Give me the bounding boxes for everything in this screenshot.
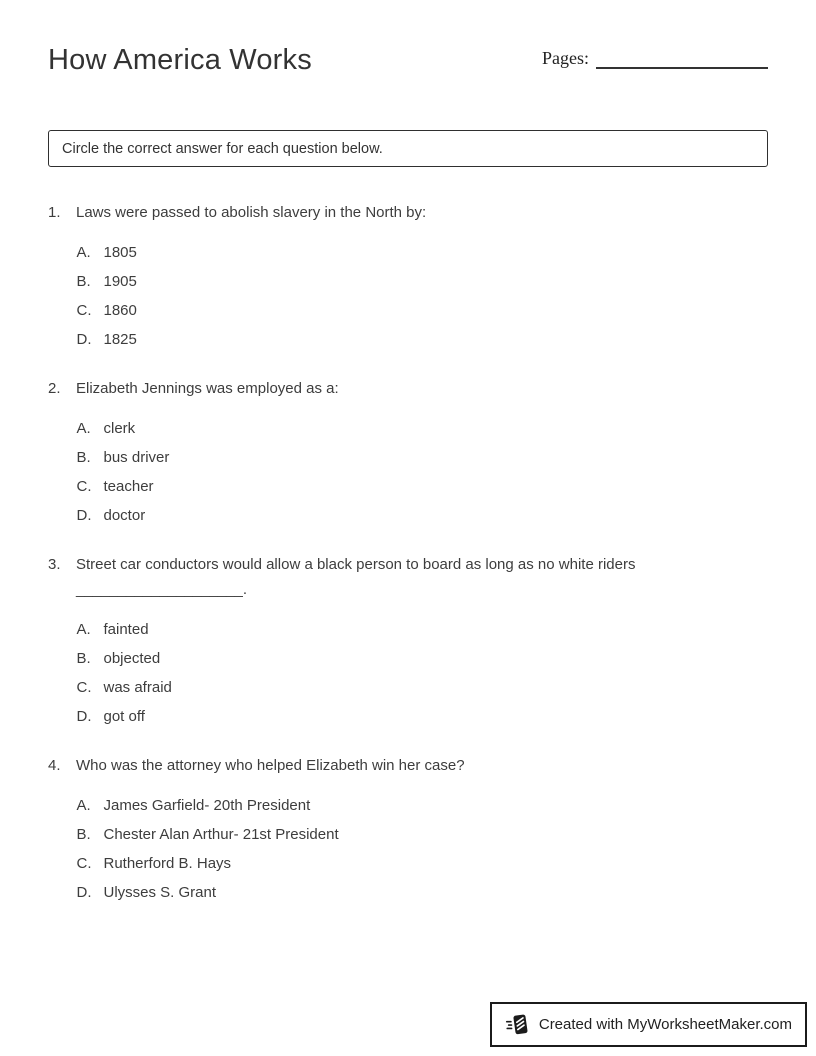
option-letter: A. bbox=[76, 420, 91, 437]
option-text: Chester Alan Arthur- 21st President bbox=[103, 826, 339, 843]
answer-option bbox=[77, 820, 769, 849]
instruction-box bbox=[48, 130, 768, 167]
option-letter: B. bbox=[76, 449, 91, 466]
answer-option bbox=[77, 267, 769, 296]
answer-option bbox=[77, 702, 769, 731]
option-text: 1905 bbox=[103, 273, 137, 290]
option-letter: C. bbox=[76, 679, 92, 696]
option-text: James Garfield- 20th President bbox=[103, 797, 311, 814]
badge-text: Created with MyWorksheetMaker.com bbox=[538, 1016, 792, 1033]
question-number: 4. bbox=[48, 757, 61, 774]
option-letter: A. bbox=[76, 797, 91, 814]
answer-option bbox=[77, 501, 769, 530]
option-letter: D. bbox=[76, 507, 92, 524]
question bbox=[48, 753, 768, 907]
question-text: Street car conductors would allow a black person to board as long as no white riders ____________________. bbox=[76, 556, 636, 598]
option-text: clerk bbox=[103, 420, 136, 437]
worksheet-maker-badge[interactable] bbox=[490, 1002, 807, 1047]
option-text: was afraid bbox=[103, 679, 172, 696]
answer-option bbox=[77, 615, 769, 644]
answer-option bbox=[77, 443, 769, 472]
question bbox=[48, 552, 768, 731]
options-list bbox=[77, 615, 769, 731]
option-letter: C. bbox=[76, 855, 92, 872]
option-text: 1805 bbox=[103, 244, 137, 261]
answer-option bbox=[77, 673, 769, 702]
option-text: 1825 bbox=[103, 331, 137, 348]
header bbox=[48, 40, 768, 80]
question-text: Laws were passed to abolish slavery in the North by: bbox=[76, 204, 427, 221]
option-text: fainted bbox=[103, 621, 149, 638]
question-number: 2. bbox=[48, 380, 61, 397]
pages-field bbox=[542, 48, 768, 69]
option-text: doctor bbox=[103, 507, 146, 524]
answer-option bbox=[77, 644, 769, 673]
options-list bbox=[77, 791, 769, 907]
answer-option bbox=[77, 849, 769, 878]
option-text: Ulysses S. Grant bbox=[103, 884, 217, 901]
answer-option bbox=[77, 791, 769, 820]
options-list bbox=[77, 414, 769, 530]
pages-label: Pages: bbox=[542, 48, 589, 68]
option-letter: C. bbox=[76, 478, 92, 495]
option-letter: D. bbox=[76, 884, 92, 901]
option-letter: D. bbox=[76, 331, 92, 348]
answer-option bbox=[77, 878, 769, 907]
option-text: 1860 bbox=[103, 302, 137, 319]
question bbox=[48, 376, 768, 530]
option-text: Rutherford B. Hays bbox=[103, 855, 232, 872]
option-text: got off bbox=[103, 708, 145, 725]
pages-blank-line bbox=[596, 53, 768, 69]
answer-option bbox=[77, 414, 769, 443]
instruction-text: Circle the correct answer for each question below. bbox=[62, 140, 383, 157]
option-letter: A. bbox=[76, 621, 91, 638]
option-letter: C. bbox=[76, 302, 92, 319]
worksheet-logo-icon bbox=[505, 1012, 530, 1037]
option-text: teacher bbox=[103, 478, 154, 495]
option-text: objected bbox=[103, 650, 161, 667]
answer-option bbox=[77, 296, 769, 325]
question-number: 1. bbox=[48, 204, 61, 221]
answer-option bbox=[77, 238, 769, 267]
option-letter: B. bbox=[76, 273, 91, 290]
questions-list bbox=[48, 200, 768, 907]
option-letter: D. bbox=[76, 708, 92, 725]
question-text: Who was the attorney who helped Elizabeth win her case? bbox=[76, 757, 465, 774]
question bbox=[48, 200, 768, 354]
page-title: How America Works bbox=[48, 44, 312, 76]
question-number: 3. bbox=[48, 556, 61, 573]
option-text: bus driver bbox=[103, 449, 170, 466]
option-letter: A. bbox=[76, 244, 91, 261]
answer-option bbox=[77, 472, 769, 501]
question-text: Elizabeth Jennings was employed as a: bbox=[76, 380, 339, 397]
option-letter: B. bbox=[76, 826, 91, 843]
options-list bbox=[77, 238, 769, 354]
answer-option bbox=[77, 325, 769, 354]
option-letter: B. bbox=[76, 650, 91, 667]
